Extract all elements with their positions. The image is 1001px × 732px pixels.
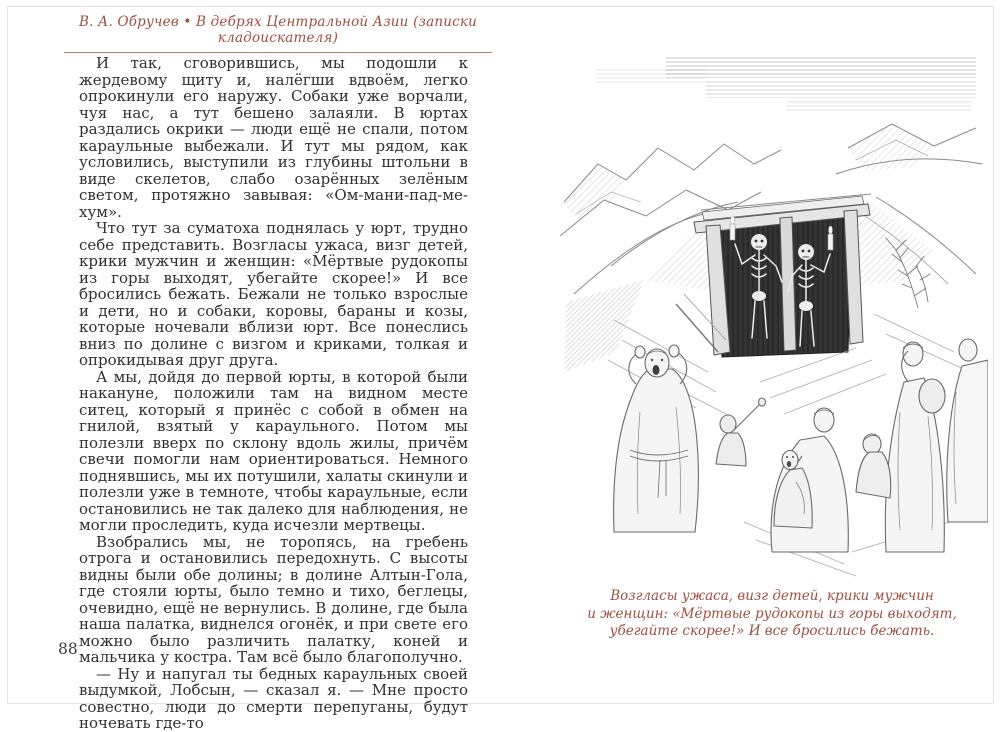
page-number: 88 [58,640,78,658]
paragraph: Что тут за суматоха поднялась у юрт, трудно себе представить. Возгласы ужаса, визг детей, крики мужчин и женщин: «Мёртвые рудокопы из горы выходят, убегайте скорее!» И все бросились бежать. Бежали не только взрослые и дети, но и собаки, коровы, бараны и козы, которые ночевали вблизи юрт. Все понеслись вниз по долине с визгом и криками, толкая и опрокидывая друг друга. [79,219,468,369]
paragraph: Взобрались мы, не торопясь, на гребень отрога и остановились передохнуть. С высоты видны были обе долины; в долине Алтын-Гола, где стояли юрты, было темно и тихо, беглецы, очевидно, ещё не вернулись. В долине, где была наша палатка, виднелся огонёк, и при свете его можно было различить палатку, коней и мальчика у костра. Там всё было благополучно. [79,532,468,666]
illustration-drawing [556,52,988,582]
bent-figure [856,434,891,498]
woman-with-child [771,408,848,552]
illustration-caption [556,588,988,641]
illustration-skeletons-at-mine [556,52,988,582]
fleeing-figure-bundle [885,342,945,552]
caption-line: и женщин: «Мёртвые рудокопы из горы выходят, [587,605,957,622]
paragraph: А мы, дойдя до первой юрты, в которой были накануне, положили там на видном месте ситец, который я принёс с собой в обмен на гнилой, взятый у караульного. Потом мы полезли вверх по склону вдоль жилы, причём свечи помогли нам ориентироваться. Немного поднявшись, мы их потушили, халаты скинули и полезли уже в темноте, чтобы караульные, если остановились не так далеко для наблюдения, не могли проследить, куда исчезли мертвецы. [79,367,468,534]
body-text-column [79,55,468,732]
caption-line: Возгласы ужаса, визг детей, крики мужчин [610,588,934,604]
paragraph: И так, сговорившись, мы подошли к жердевому щиту и, налёгши вдвоём, легко опрокинули его наружу. Собаки уже ворчали, чуя нас, а тут бешено залаяли. В юртах раздались окрики — люди ещё не спали, потом караульные выбежали. И тут мы рядом, как условились, выступили из глубины штольни в виде скелетов, слабо озарённых зелёным светом, протяжно завывая: «Ом-мани-пад-ме-хум». [79,54,468,221]
sky-hatching [596,56,976,112]
fleeing-villagers [614,339,988,552]
caption-line: убегайте скорее!» И все бросились бежать. [609,623,935,639]
edge-figure [947,339,988,522]
paragraph: — Ну и напугал ты бедных караульных своей выдумкой, Лобсын, — сказал я. — Мне просто совестно, люди до смерти перепуганы, будут ночевать где-то [79,664,468,732]
screaming-man [614,345,699,532]
figure-raised-arm [716,398,766,466]
running-header: В. А. Обручев • В дебрях Центральной Азии (записки кладоискателя) [64,14,492,53]
